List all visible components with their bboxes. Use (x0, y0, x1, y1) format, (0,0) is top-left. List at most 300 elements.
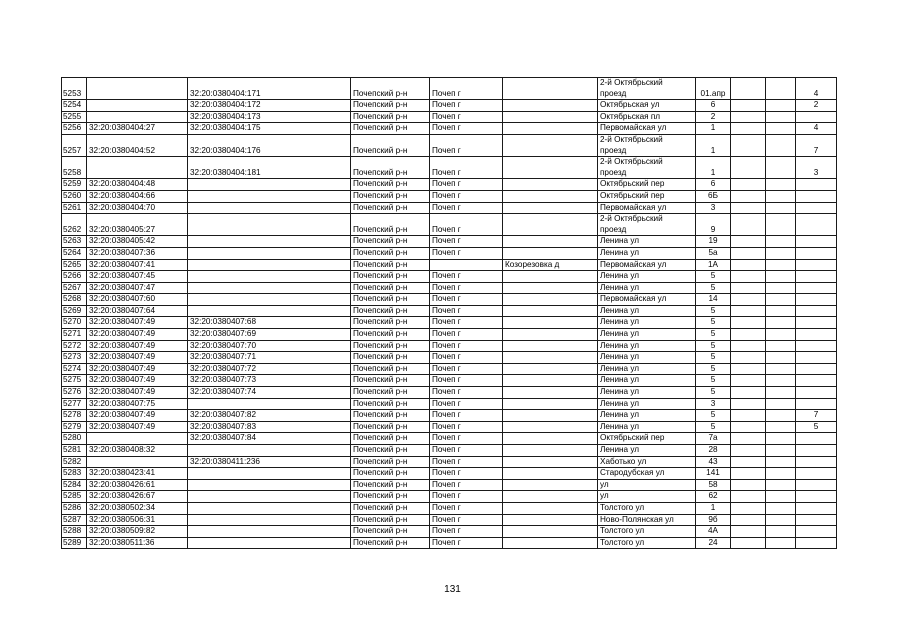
cell-cadastral-number: 32:20:0380407:36 (87, 247, 188, 259)
cell-col-10 (766, 363, 796, 375)
cell-col-10 (766, 236, 796, 248)
table-row (62, 294, 837, 306)
registry-table (61, 77, 837, 549)
cell-col-10 (766, 491, 796, 503)
cell-street: Ленина ул (598, 247, 696, 259)
cell-col-11: 3 (796, 157, 837, 179)
cell-col-9 (731, 247, 766, 259)
cell-row-number: 5282 (62, 456, 87, 468)
cell-city: Почеп г (430, 214, 503, 236)
cell-district: Почепский р-н (351, 329, 430, 341)
cell-col-9 (731, 410, 766, 422)
cell-cadastral-number-2: 32:20:0380407:84 (188, 433, 351, 445)
cell-row-number: 5262 (62, 214, 87, 236)
cell-col-10 (766, 526, 796, 538)
cell-village (503, 445, 598, 457)
cell-street: Ленина ул (598, 410, 696, 422)
table-row (62, 526, 837, 538)
cell-col-11 (796, 247, 837, 259)
cell-city: Почеп г (430, 157, 503, 179)
cell-cadastral-number-2 (188, 468, 351, 480)
table-row (62, 375, 837, 387)
cell-col-11 (796, 363, 837, 375)
cell-cadastral-number (87, 433, 188, 445)
cell-street: 2-й Октябрьский проезд (598, 214, 696, 236)
cell-house-number: 14 (696, 294, 731, 306)
cell-cadastral-number-2: 32:20:0380404:171 (188, 78, 351, 100)
cell-col-9 (731, 468, 766, 480)
cell-col-9 (731, 271, 766, 283)
cell-cadastral-number: 32:20:0380502:34 (87, 502, 188, 514)
cell-house-number: 6Б (696, 190, 731, 202)
cell-cadastral-number-2: 32:20:0380407:71 (188, 352, 351, 364)
cell-col-11 (796, 202, 837, 214)
cell-col-11 (796, 491, 837, 503)
cell-col-10 (766, 271, 796, 283)
cell-district: Почепский р-н (351, 502, 430, 514)
cell-cadastral-number: 32:20:0380407:45 (87, 271, 188, 283)
cell-village (503, 100, 598, 112)
cell-col-11 (796, 340, 837, 352)
cell-col-9 (731, 514, 766, 526)
cell-row-number: 5270 (62, 317, 87, 329)
page-number: 131 (444, 584, 461, 595)
cell-village (503, 410, 598, 422)
cell-street: Толстого ул (598, 526, 696, 538)
cell-district: Почепский р-н (351, 78, 430, 100)
cell-col-9 (731, 282, 766, 294)
cell-street: Ленина ул (598, 352, 696, 364)
cell-street: Ленина ул (598, 340, 696, 352)
cell-col-9 (731, 340, 766, 352)
cell-district: Почепский р-н (351, 537, 430, 549)
cell-house-number: 6 (696, 179, 731, 191)
cell-col-11 (796, 111, 837, 123)
cell-village (503, 375, 598, 387)
cell-street: ул (598, 479, 696, 491)
cell-district: Почепский р-н (351, 421, 430, 433)
cell-city: Почеп г (430, 514, 503, 526)
cell-cadastral-number-2: 32:20:0380404:176 (188, 134, 351, 156)
cell-city: Почеп г (430, 398, 503, 410)
cell-row-number: 5253 (62, 78, 87, 100)
cell-row-number: 5272 (62, 340, 87, 352)
table-row (62, 340, 837, 352)
cell-street: Ленина ул (598, 398, 696, 410)
cell-district: Почепский р-н (351, 340, 430, 352)
cell-col-10 (766, 421, 796, 433)
cell-col-10 (766, 190, 796, 202)
cell-col-11 (796, 526, 837, 538)
cell-village (503, 526, 598, 538)
cell-village (503, 78, 598, 100)
cell-col-9 (731, 202, 766, 214)
cell-district: Почепский р-н (351, 190, 430, 202)
cell-cadastral-number-2: 32:20:0380407:69 (188, 329, 351, 341)
cell-cadastral-number-2: 32:20:0380411:236 (188, 456, 351, 468)
cell-cadastral-number: 32:20:0380407:75 (87, 398, 188, 410)
cell-cadastral-number: 32:20:0380404:48 (87, 179, 188, 191)
cell-col-9 (731, 456, 766, 468)
cell-col-11 (796, 259, 837, 271)
cell-cadastral-number: 32:20:0380407:49 (87, 317, 188, 329)
cell-district: Почепский р-н (351, 236, 430, 248)
cell-col-9 (731, 111, 766, 123)
cell-cadastral-number-2 (188, 502, 351, 514)
cell-village (503, 247, 598, 259)
cell-village (503, 468, 598, 480)
cell-col-11: 7 (796, 410, 837, 422)
cell-district: Почепский р-н (351, 433, 430, 445)
cell-city: Почеп г (430, 468, 503, 480)
cell-col-11 (796, 387, 837, 399)
cell-col-10 (766, 202, 796, 214)
cell-col-10 (766, 179, 796, 191)
cell-row-number: 5288 (62, 526, 87, 538)
cell-row-number: 5266 (62, 271, 87, 283)
cell-col-9 (731, 100, 766, 112)
cell-village (503, 134, 598, 156)
table-row (62, 537, 837, 549)
cell-house-number: 5а (696, 247, 731, 259)
cell-col-11: 4 (796, 123, 837, 135)
cell-col-11 (796, 190, 837, 202)
cell-cadastral-number-2 (188, 537, 351, 549)
cell-village (503, 190, 598, 202)
cell-cadastral-number-2: 32:20:0380407:74 (188, 387, 351, 399)
cell-col-11 (796, 479, 837, 491)
cell-house-number: 62 (696, 491, 731, 503)
cell-col-10 (766, 445, 796, 457)
cell-house-number: 28 (696, 445, 731, 457)
cell-col-10 (766, 479, 796, 491)
cell-cadastral-number: 32:20:0380426:61 (87, 479, 188, 491)
cell-district: Почепский р-н (351, 100, 430, 112)
cell-village (503, 398, 598, 410)
cell-col-10 (766, 329, 796, 341)
table-body (62, 78, 837, 549)
cell-village: Козорезовка д (503, 259, 598, 271)
cell-col-9 (731, 375, 766, 387)
cell-street: 2-й Октябрьский проезд (598, 134, 696, 156)
table-row (62, 468, 837, 480)
cell-col-9 (731, 387, 766, 399)
cell-col-11 (796, 514, 837, 526)
cell-row-number: 5289 (62, 537, 87, 549)
cell-col-10 (766, 537, 796, 549)
cell-house-number: 4А (696, 526, 731, 538)
cell-cadastral-number: 32:20:0380407:49 (87, 375, 188, 387)
cell-street: Первомайская ул (598, 259, 696, 271)
cell-cadastral-number-2: 32:20:0380404:181 (188, 157, 351, 179)
cell-cadastral-number-2 (188, 259, 351, 271)
cell-cadastral-number-2 (188, 514, 351, 526)
cell-col-11 (796, 352, 837, 364)
cell-cadastral-number: 32:20:0380404:70 (87, 202, 188, 214)
cell-city: Почеп г (430, 329, 503, 341)
cell-col-11 (796, 236, 837, 248)
table-row (62, 479, 837, 491)
cell-cadastral-number: 32:20:0380404:66 (87, 190, 188, 202)
cell-row-number: 5260 (62, 190, 87, 202)
cell-cadastral-number-2 (188, 236, 351, 248)
cell-city: Почеп г (430, 247, 503, 259)
cell-row-number: 5265 (62, 259, 87, 271)
cell-house-number: 1 (696, 157, 731, 179)
cell-city: Почеп г (430, 410, 503, 422)
cell-col-9 (731, 134, 766, 156)
cell-cadastral-number: 32:20:0380407:49 (87, 387, 188, 399)
cell-col-10 (766, 305, 796, 317)
table-row (62, 271, 837, 283)
cell-cadastral-number-2 (188, 445, 351, 457)
cell-village (503, 387, 598, 399)
cell-village (503, 352, 598, 364)
cell-village (503, 363, 598, 375)
cell-house-number: 6 (696, 100, 731, 112)
cell-col-11: 5 (796, 421, 837, 433)
cell-street: Толстого ул (598, 537, 696, 549)
cell-col-10 (766, 282, 796, 294)
cell-cadastral-number: 32:20:0380404:52 (87, 134, 188, 156)
cell-district: Почепский р-н (351, 456, 430, 468)
cell-district: Почепский р-н (351, 247, 430, 259)
cell-col-9 (731, 491, 766, 503)
cell-house-number: 5 (696, 352, 731, 364)
cell-col-11 (796, 294, 837, 306)
cell-street: Октябрьская ул (598, 100, 696, 112)
cell-col-10 (766, 352, 796, 364)
cell-cadastral-number (87, 111, 188, 123)
cell-row-number: 5279 (62, 421, 87, 433)
cell-city: Почеп г (430, 445, 503, 457)
cell-village (503, 340, 598, 352)
table-row (62, 445, 837, 457)
cell-cadastral-number (87, 157, 188, 179)
cell-col-11 (796, 305, 837, 317)
cell-col-10 (766, 100, 796, 112)
cell-district: Почепский р-н (351, 134, 430, 156)
cell-village (503, 421, 598, 433)
cell-col-11 (796, 468, 837, 480)
cell-row-number: 5276 (62, 387, 87, 399)
cell-col-10 (766, 157, 796, 179)
cell-row-number: 5269 (62, 305, 87, 317)
cell-house-number: 5 (696, 387, 731, 399)
cell-village (503, 123, 598, 135)
cell-city: Почеп г (430, 78, 503, 100)
cell-city (430, 259, 503, 271)
cell-col-10 (766, 433, 796, 445)
cell-cadastral-number-2: 32:20:0380407:68 (188, 317, 351, 329)
cell-street: Ленина ул (598, 329, 696, 341)
table-row (62, 352, 837, 364)
cell-district: Почепский р-н (351, 375, 430, 387)
cell-row-number: 5263 (62, 236, 87, 248)
cell-cadastral-number-2: 32:20:0380407:73 (188, 375, 351, 387)
cell-row-number: 5267 (62, 282, 87, 294)
cell-row-number: 5264 (62, 247, 87, 259)
cell-cadastral-number: 32:20:0380405:27 (87, 214, 188, 236)
cell-street: Первомайская ул (598, 123, 696, 135)
cell-col-10 (766, 375, 796, 387)
cell-row-number: 5278 (62, 410, 87, 422)
cell-cadastral-number-2: 32:20:0380407:82 (188, 410, 351, 422)
cell-row-number: 5284 (62, 479, 87, 491)
cell-street: 2-й Октябрьский проезд (598, 157, 696, 179)
cell-house-number: 5 (696, 340, 731, 352)
cell-city: Почеп г (430, 526, 503, 538)
cell-row-number: 5271 (62, 329, 87, 341)
cell-col-9 (731, 294, 766, 306)
cell-district: Почепский р-н (351, 179, 430, 191)
cell-cadastral-number: 32:20:0380407:49 (87, 352, 188, 364)
table-row (62, 502, 837, 514)
cell-cadastral-number-2 (188, 491, 351, 503)
cell-city: Почеп г (430, 479, 503, 491)
table-row (62, 317, 837, 329)
cell-house-number: 1 (696, 134, 731, 156)
cell-street: Первомайская ул (598, 202, 696, 214)
cell-city: Почеп г (430, 352, 503, 364)
cell-col-9 (731, 421, 766, 433)
cell-house-number: 5 (696, 375, 731, 387)
cell-col-9 (731, 502, 766, 514)
cell-col-11: 4 (796, 78, 837, 100)
cell-house-number: 19 (696, 236, 731, 248)
cell-col-10 (766, 123, 796, 135)
cell-city: Почеп г (430, 294, 503, 306)
cell-district: Почепский р-н (351, 410, 430, 422)
cell-street: Ново-Полянская ул (598, 514, 696, 526)
cell-col-11 (796, 456, 837, 468)
cell-col-9 (731, 398, 766, 410)
cell-cadastral-number: 32:20:0380407:49 (87, 340, 188, 352)
cell-cadastral-number: 32:20:0380407:49 (87, 421, 188, 433)
cell-house-number: 5 (696, 271, 731, 283)
cell-city: Почеп г (430, 179, 503, 191)
cell-village (503, 491, 598, 503)
cell-col-10 (766, 259, 796, 271)
cell-col-9 (731, 479, 766, 491)
cell-city: Почеп г (430, 363, 503, 375)
cell-row-number: 5286 (62, 502, 87, 514)
cell-city: Почеп г (430, 375, 503, 387)
table-row (62, 190, 837, 202)
cell-col-9 (731, 190, 766, 202)
cell-cadastral-number-2: 32:20:0380407:83 (188, 421, 351, 433)
cell-col-9 (731, 157, 766, 179)
cell-cadastral-number: 32:20:0380405:42 (87, 236, 188, 248)
cell-col-11 (796, 271, 837, 283)
cell-district: Почепский р-н (351, 526, 430, 538)
cell-village (503, 514, 598, 526)
cell-col-9 (731, 214, 766, 236)
cell-cadastral-number: 32:20:0380407:49 (87, 329, 188, 341)
table-row (62, 157, 837, 179)
cell-col-10 (766, 398, 796, 410)
table-row (62, 329, 837, 341)
cell-cadastral-number: 32:20:0380426:67 (87, 491, 188, 503)
cell-district: Почепский р-н (351, 282, 430, 294)
cell-col-11 (796, 445, 837, 457)
cell-city: Почеп г (430, 271, 503, 283)
cell-cadastral-number: 32:20:0380423:41 (87, 468, 188, 480)
cell-cadastral-number (87, 100, 188, 112)
cell-village (503, 317, 598, 329)
cell-row-number: 5254 (62, 100, 87, 112)
cell-col-10 (766, 340, 796, 352)
cell-district: Почепский р-н (351, 271, 430, 283)
table-row (62, 491, 837, 503)
table-row (62, 123, 837, 135)
cell-col-9 (731, 123, 766, 135)
cell-house-number: 141 (696, 468, 731, 480)
cell-house-number: 5 (696, 421, 731, 433)
cell-city: Почеп г (430, 305, 503, 317)
cell-district: Почепский р-н (351, 491, 430, 503)
cell-row-number: 5261 (62, 202, 87, 214)
table-row (62, 363, 837, 375)
table-row (62, 214, 837, 236)
cell-col-11 (796, 282, 837, 294)
cell-col-10 (766, 514, 796, 526)
table-row (62, 387, 837, 399)
cell-row-number: 5287 (62, 514, 87, 526)
cell-cadastral-number: 32:20:0380407:49 (87, 410, 188, 422)
cell-cadastral-number-2 (188, 190, 351, 202)
cell-col-10 (766, 294, 796, 306)
cell-col-11 (796, 398, 837, 410)
cell-col-9 (731, 78, 766, 100)
cell-col-9 (731, 433, 766, 445)
cell-cadastral-number-2: 32:20:0380407:70 (188, 340, 351, 352)
cell-house-number: 43 (696, 456, 731, 468)
cell-street: Стародубская ул (598, 468, 696, 480)
cell-cadastral-number-2 (188, 271, 351, 283)
cell-house-number: 3 (696, 398, 731, 410)
cell-village (503, 537, 598, 549)
cell-house-number: 7а (696, 433, 731, 445)
cell-city: Почеп г (430, 282, 503, 294)
table-row (62, 398, 837, 410)
cell-cadastral-number: 32:20:0380407:64 (87, 305, 188, 317)
cell-house-number: 5 (696, 410, 731, 422)
cell-row-number: 5256 (62, 123, 87, 135)
cell-district: Почепский р-н (351, 157, 430, 179)
cell-house-number: 9б (696, 514, 731, 526)
cell-district: Почепский р-н (351, 214, 430, 236)
cell-cadastral-number-2: 32:20:0380407:72 (188, 363, 351, 375)
cell-house-number: 1 (696, 123, 731, 135)
table-row (62, 433, 837, 445)
cell-district: Почепский р-н (351, 202, 430, 214)
cell-col-10 (766, 134, 796, 156)
cell-district: Почепский р-н (351, 352, 430, 364)
cell-district: Почепский р-н (351, 111, 430, 123)
cell-col-11 (796, 537, 837, 549)
cell-district: Почепский р-н (351, 317, 430, 329)
cell-cadastral-number: 32:20:0380404:27 (87, 123, 188, 135)
cell-district: Почепский р-н (351, 514, 430, 526)
cell-city: Почеп г (430, 502, 503, 514)
cell-village (503, 157, 598, 179)
cell-cadastral-number (87, 456, 188, 468)
cell-street: Октябрьский пер (598, 190, 696, 202)
cell-col-10 (766, 410, 796, 422)
table-row (62, 202, 837, 214)
cell-district: Почепский р-н (351, 259, 430, 271)
